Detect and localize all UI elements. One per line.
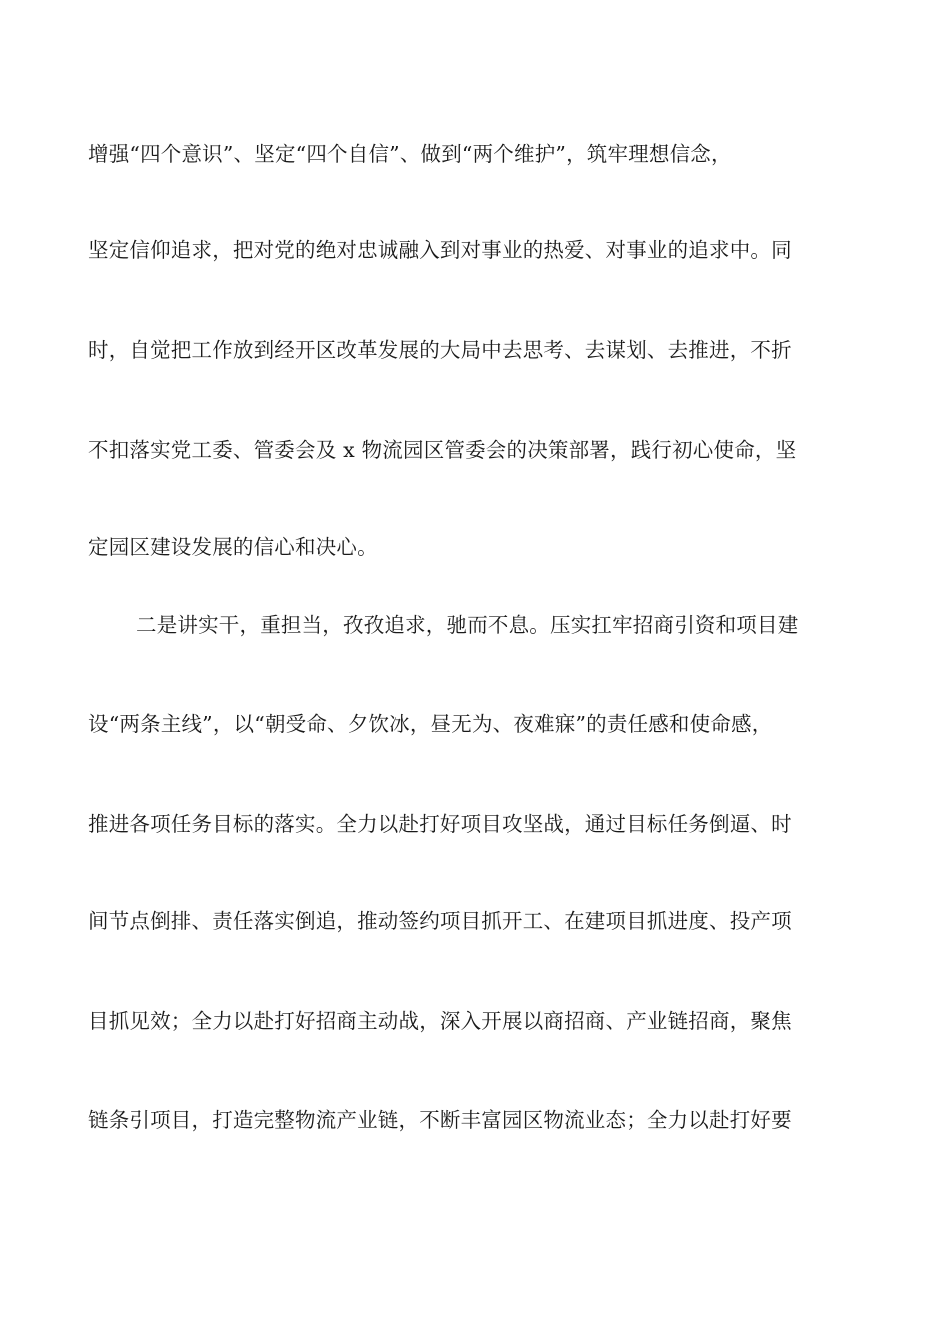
paragraph-line-11: 链条引项目，打造完整物流产业链，不断丰富园区物流业态；全力以赴打好要 <box>88 1108 792 1132</box>
paragraph-line-5: 定园区建设发展的信心和决心。 <box>88 535 378 559</box>
paragraph-line-1: 增强“四个意识”、坚定“四个自信”、做到“两个维护”，筑牢理想信念， <box>88 142 732 166</box>
paragraph-line-2: 坚定信仰追求，把对党的绝对忠诚融入到对事业的热爱、对事业的追求中。同 <box>88 238 792 262</box>
paragraph-line-9: 间节点倒排、责任落实倒追，推动签约项目抓开工、在建项目抓进度、投产项 <box>88 909 792 933</box>
paragraph-line-4: 不扣落实党工委、管委会及 x 物流园区管委会的决策部署，践行初心使命，坚 <box>88 438 797 462</box>
paragraph-line-10: 目抓见效；全力以赴打好招商主动战，深入开展以商招商、产业链招商，聚焦 <box>88 1009 792 1033</box>
paragraph-line-7: 设“两条主线”，以“朝受命、夕饮冰，昼无为、夜难寐”的责任感和使命感， <box>88 712 773 736</box>
paragraph-line-8: 推进各项任务目标的落实。全力以赴打好项目攻坚战，通过目标任务倒逼、时 <box>88 812 792 836</box>
paragraph-line-6: 二是讲实干，重担当，孜孜追求，驰而不息。压实扛牢招商引资和项目建 <box>136 613 799 637</box>
paragraph-line-3: 时，自觉把工作放到经开区改革发展的大局中去思考、去谋划、去推进，不折 <box>88 338 792 362</box>
